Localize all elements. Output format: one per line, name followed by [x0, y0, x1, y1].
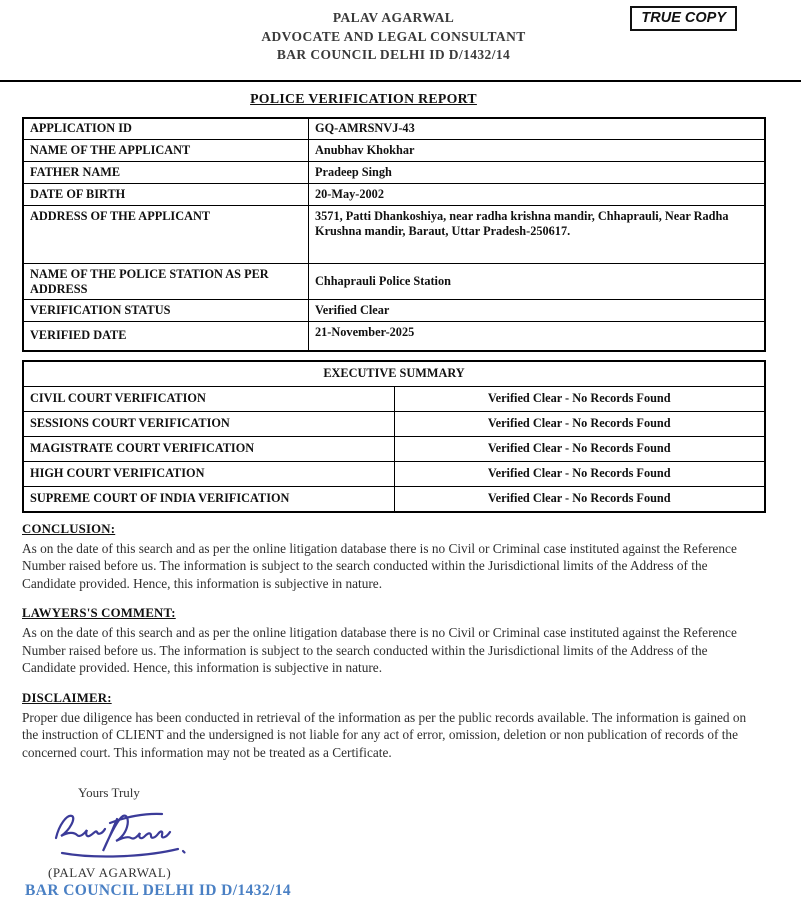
row-label: NAME OF THE POLICE STATION AS PER ADDRESS — [23, 264, 309, 300]
row-value: Verified Clear — [309, 300, 766, 322]
table-header-row — [23, 361, 765, 387]
row-label: CIVIL COURT VERIFICATION — [23, 386, 394, 411]
disclaimer-heading: DISCLAIMER: — [22, 690, 112, 705]
table-row — [23, 486, 765, 512]
table-row — [23, 436, 765, 461]
row-value: Verified Clear - No Records Found — [394, 461, 765, 486]
row-label: SESSIONS COURT VERIFICATION — [23, 411, 394, 436]
row-value: Anubhav Khokhar — [309, 140, 766, 162]
signer-bar-council-id: BAR COUNCIL DELHI ID D/1432/14 — [25, 882, 292, 899]
signature-image — [50, 805, 220, 865]
table-row — [23, 300, 765, 322]
lawyers-comment-body: As on the date of this search and as per the online litigation database there is no Civil or Criminal case instituted against the Reference Number raised before us. The information is subject to the search conducted within the Jurisdictional limits of the Address of the Candidate provided. Hence, this information is subjective in nature. — [22, 625, 737, 675]
row-value: Verified Clear - No Records Found — [394, 486, 765, 512]
lawyers-comment-section — [22, 606, 756, 677]
row-label: VERIFICATION STATUS — [23, 300, 309, 322]
lawyers-comment-heading: LAWYERS'S COMMENT: — [22, 606, 176, 620]
table-row — [23, 118, 765, 140]
conclusion-body: As on the date of this search and as per the online litigation database there is no Civil or Criminal case instituted against the Reference Number raised before us. The information is subject to the search conducted within the Jurisdictional limits of the Address of the Candidate provided. Hence, this information is subjective in nature. — [22, 540, 737, 591]
row-label: VERIFIED DATE — [23, 322, 309, 351]
signer-name: (PALAV AGARWAL) — [48, 865, 172, 880]
table-row — [23, 386, 765, 411]
table-row — [23, 206, 765, 264]
true-copy-label: TRUE COPY — [641, 10, 726, 26]
row-label: MAGISTRATE COURT VERIFICATION — [23, 436, 394, 461]
table-row — [23, 140, 765, 162]
conclusion-section — [22, 522, 756, 593]
text-sections — [22, 522, 756, 762]
row-label: SUPREME COURT OF INDIA VERIFICATION — [23, 486, 394, 512]
salutation: Yours Truly — [78, 785, 140, 800]
table-row — [23, 411, 765, 436]
table-row — [23, 461, 765, 486]
header-divider — [0, 80, 801, 82]
table-row — [23, 264, 765, 300]
executive-summary-title: EXECUTIVE SUMMARY — [23, 361, 765, 387]
applicant-details-table — [22, 117, 766, 352]
report-title: POLICE VERIFICATION REPORT — [250, 90, 477, 106]
executive-summary-table — [22, 360, 766, 513]
row-value: 21-November-2025 — [309, 322, 766, 351]
table-row — [23, 184, 765, 206]
advocate-name: PALAV AGARWAL — [332, 10, 455, 25]
disclaimer-section — [22, 691, 756, 762]
row-value: 3571, Patti Dhankoshiya, near radha krishna mandir, Chhaprauli, Near Radha Krushna mandir, Baraut, Uttar Pradesh-250617. — [309, 206, 766, 264]
row-label: FATHER NAME — [23, 162, 309, 184]
row-value: Verified Clear - No Records Found — [394, 436, 765, 461]
table-row — [23, 322, 765, 351]
table-row — [23, 162, 765, 184]
bar-council-id: BAR COUNCIL DELHI ID D/1432/14 — [276, 47, 511, 62]
row-value: Verified Clear - No Records Found — [394, 386, 765, 411]
row-label: NAME OF THE APPLICANT — [23, 140, 309, 162]
row-value: GQ-AMRSNVJ-43 — [309, 118, 766, 140]
row-label: APPLICATION ID — [23, 118, 309, 140]
conclusion-heading: CONCLUSION: — [22, 521, 116, 536]
row-label: ADDRESS OF THE APPLICANT — [23, 206, 309, 264]
row-label: DATE OF BIRTH — [23, 184, 309, 206]
row-value: Verified Clear - No Records Found — [394, 411, 765, 436]
row-label: HIGH COURT VERIFICATION — [23, 461, 394, 486]
row-value: Chhaprauli Police Station — [309, 264, 766, 300]
advocate-title: ADVOCATE AND LEGAL CONSULTANT — [261, 28, 526, 44]
disclaimer-body: Proper due diligence has been conducted in retrieval of the information as per the public records available. The information is gained on the instruction of CLIENT and the undersigned is not liable for any act of error, omission, deletion or non publication of records of the concerned court. This information may not be treated as a Certificate. — [22, 709, 747, 760]
row-value: 20-May-2002 — [309, 184, 766, 206]
row-value: Pradeep Singh — [309, 162, 766, 184]
true-copy-stamp — [630, 6, 737, 31]
